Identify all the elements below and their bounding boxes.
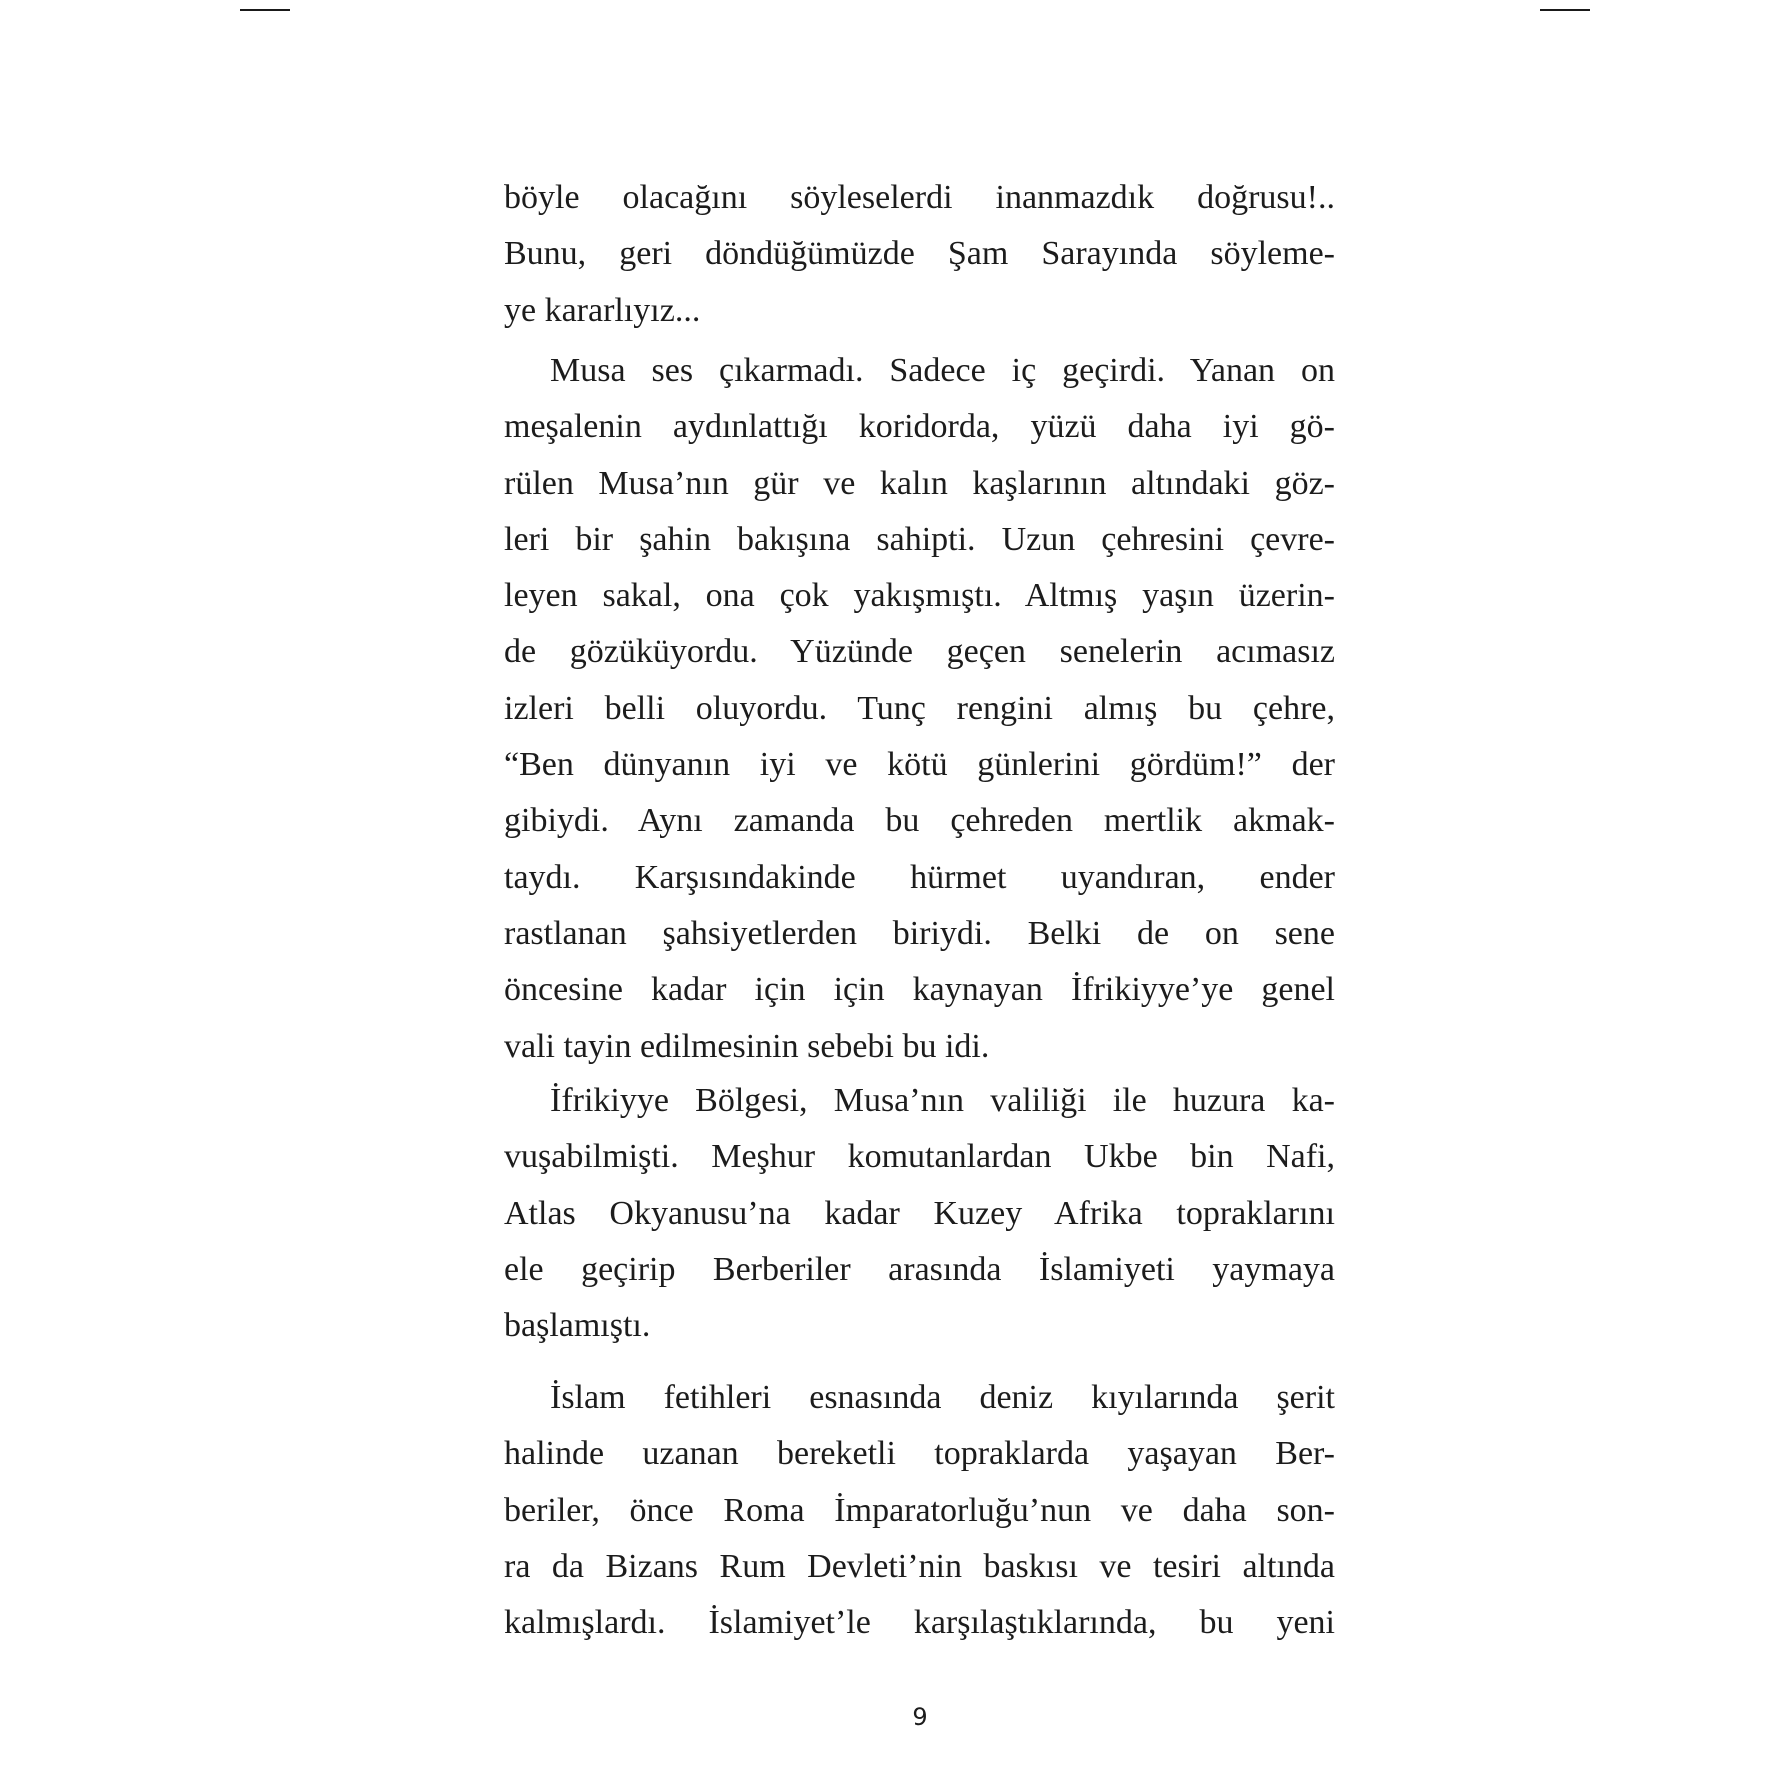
text-line: rülen Musa’nın gür ve kalın kaşlarının altındaki göz- [504, 464, 1335, 502]
paragraph-4 [504, 1370, 1335, 1651]
text-line: ye kararlıyız... [504, 291, 701, 329]
paragraph-1 [504, 170, 1335, 339]
text-line: rastlanan şahsiyetlerden biriydi. Belki de on sene [504, 914, 1335, 952]
text-line: izleri belli oluyordu. Tunç rengini almış bu çehre, [504, 689, 1335, 727]
text-line: leri bir şahin bakışına sahipti. Uzun çehresini çevre- [504, 520, 1335, 558]
text-line: vuşabilmişti. Meşhur komutanlardan Ukbe bin Nafi, [504, 1138, 1335, 1176]
text-line: böyle olacağını söyleselerdi inanmazdık doğrusu!.. [504, 179, 1335, 216]
text-line: ele geçirip Berberiler arasında İslamiyeti yaymaya [504, 1250, 1335, 1288]
paragraph-3 [504, 1073, 1335, 1354]
text-line: gibiydi. Aynı zamanda bu çehreden mertlik akmak- [504, 802, 1335, 840]
text-line: leyen sakal, ona çok yakışmıştı. Altmış yaşın üzerin- [504, 577, 1335, 615]
text-line: vali tayin edilmesinin sebebi bu idi. [504, 1027, 990, 1065]
text-line: Bunu, geri döndüğümüzde Şam Sarayında söyleme- [504, 235, 1335, 273]
text-line: öncesine kadar için için kaynayan İfrikiyye’ye genel [504, 971, 1335, 1009]
text-line: taydı. Karşısındakinde hürmet uyandıran, ender [504, 858, 1335, 896]
text-line: beriler, önce Roma İmparatorluğu’nun ve daha son- [504, 1491, 1335, 1529]
paragraph-2 [504, 343, 1335, 1075]
text-line: başlamıştı. [504, 1307, 651, 1345]
text-line: “Ben dünyanın iyi ve kötü günlerini gördüm!” der [504, 746, 1335, 784]
text-line: meşalenin aydınlattığı koridorda, yüzü daha iyi gö- [504, 408, 1335, 446]
text-line: de gözüküyordu. Yüzünde geçen senelerin acımasız [504, 633, 1335, 671]
text-line: kalmışlardı. İslamiyet’le karşılaştıklarında, bu yeni [504, 1604, 1335, 1642]
text-line: İslam fetihleri esnasında deniz kıyılarında şerit [550, 1379, 1335, 1416]
crop-mark-right [1540, 9, 1590, 11]
text-line: İfrikiyye Bölgesi, Musa’nın valiliği ile huzura ka- [550, 1082, 1335, 1119]
text-line: Musa ses çıkarmadı. Sadece iç geçirdi. Yanan on [550, 352, 1335, 389]
text-line: halinde uzanan bereketli topraklarda yaşayan Ber- [504, 1435, 1335, 1473]
text-line: ra da Bizans Rum Devleti’nin baskısı ve tesiri altında [504, 1547, 1335, 1585]
page-number: 9 [912, 1703, 928, 1731]
text-line: Atlas Okyanusu’na kadar Kuzey Afrika topraklarını [504, 1194, 1335, 1232]
crop-mark-left [240, 9, 290, 11]
